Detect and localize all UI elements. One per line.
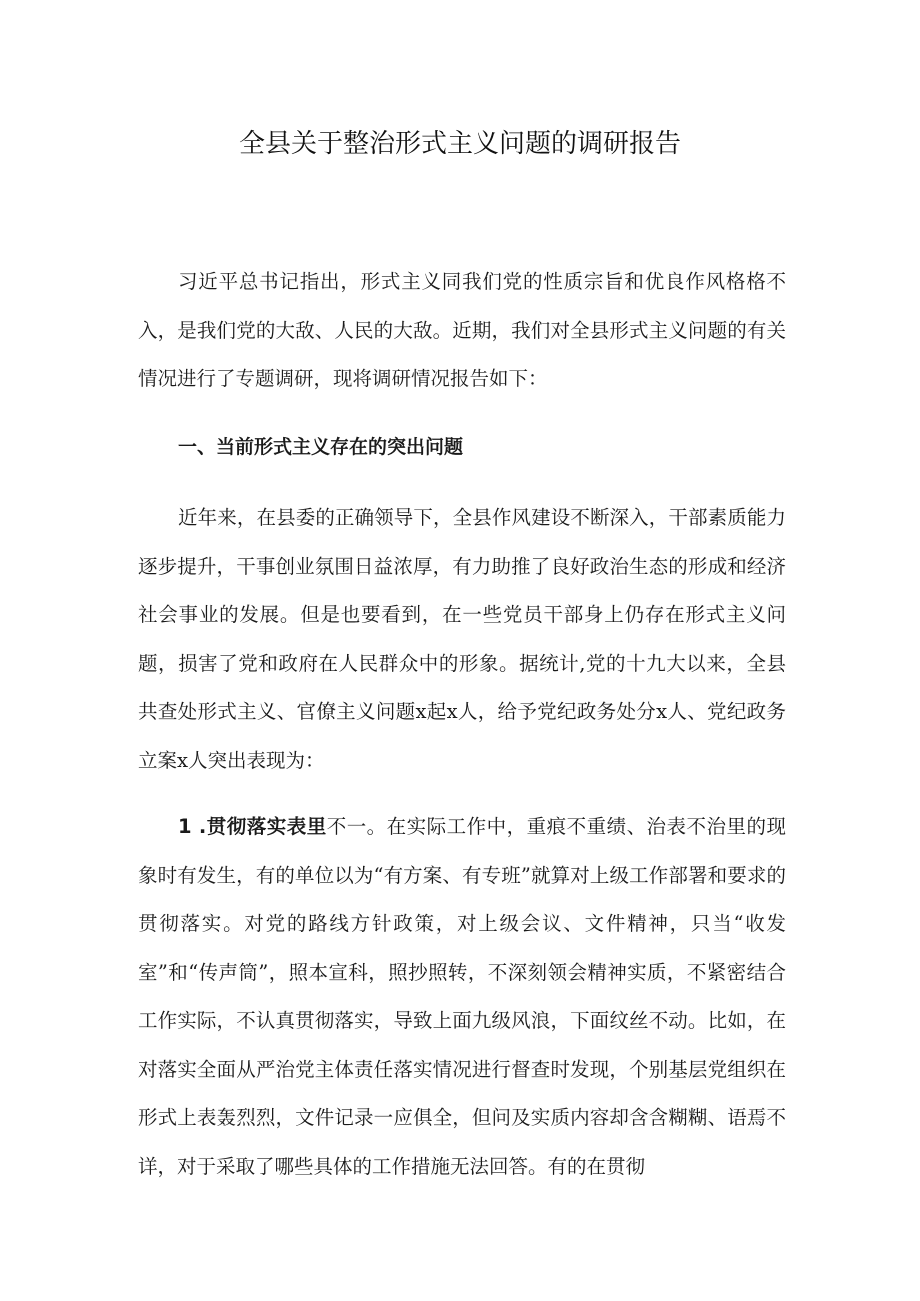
item-text: 不一。在实际工作中，重痕不重绩、治表不治里的现象时有发生，有的单位以为“有方案、有专班”就算对上级工作部署和要求的贯彻落实。对党的路线方针政策，对上级会议、文件精神，只当“收发室”和“传声筒”，照本宣科，照抄照转，不深刻领会精神实质，不紧密结合工作实际，不认真贯彻落实，导致上面九级风浪，下面纹丝不动。比如，在对落实全面从严治党主体责任落实情况进行督查时发现，个别基层党组织在形式上表轰烈烈，文件记录一应俱全，但问及实质内容却含含糊糊、语焉不详，对于采取了哪些具体的工作措施无法回答。有的在贯彻: [138, 815, 786, 1178]
item-paragraph: [138, 803, 786, 1191]
section-paragraph: 近年来，在县委的正确领导下，全县作风建设不断深入，干部素质能力逐步提升，干事创业氛围日益浓厚，有力助推了良好政治生态的形成和经济社会事业的发展。但是也要看到，在一些党员干部身上仍存在形式主义问题，损害了党和政府在人民群众中的形象。据统计,党的十九大以来，全县共查处形式主义、官僚主义问题x起x人，给予党纪政务处分x人、党纪政务立案x人突出表现为：: [138, 506, 786, 772]
item-lead: 1 .贯彻落实表里: [178, 815, 327, 838]
intro-paragraph: 习近平总书记指出，形式主义同我们党的性质宗旨和优良作风格格不入，是我们党的大敌、人民的大敌。近期，我们对全县形式主义问题的有关情况进行了专题调研，现将调研情况报告如下：: [138, 270, 786, 390]
section-heading: 一、当前形式主义存在的突出问题: [178, 436, 464, 458]
document-title: 全县关于整治形式主义问题的调研报告: [238, 129, 681, 159]
